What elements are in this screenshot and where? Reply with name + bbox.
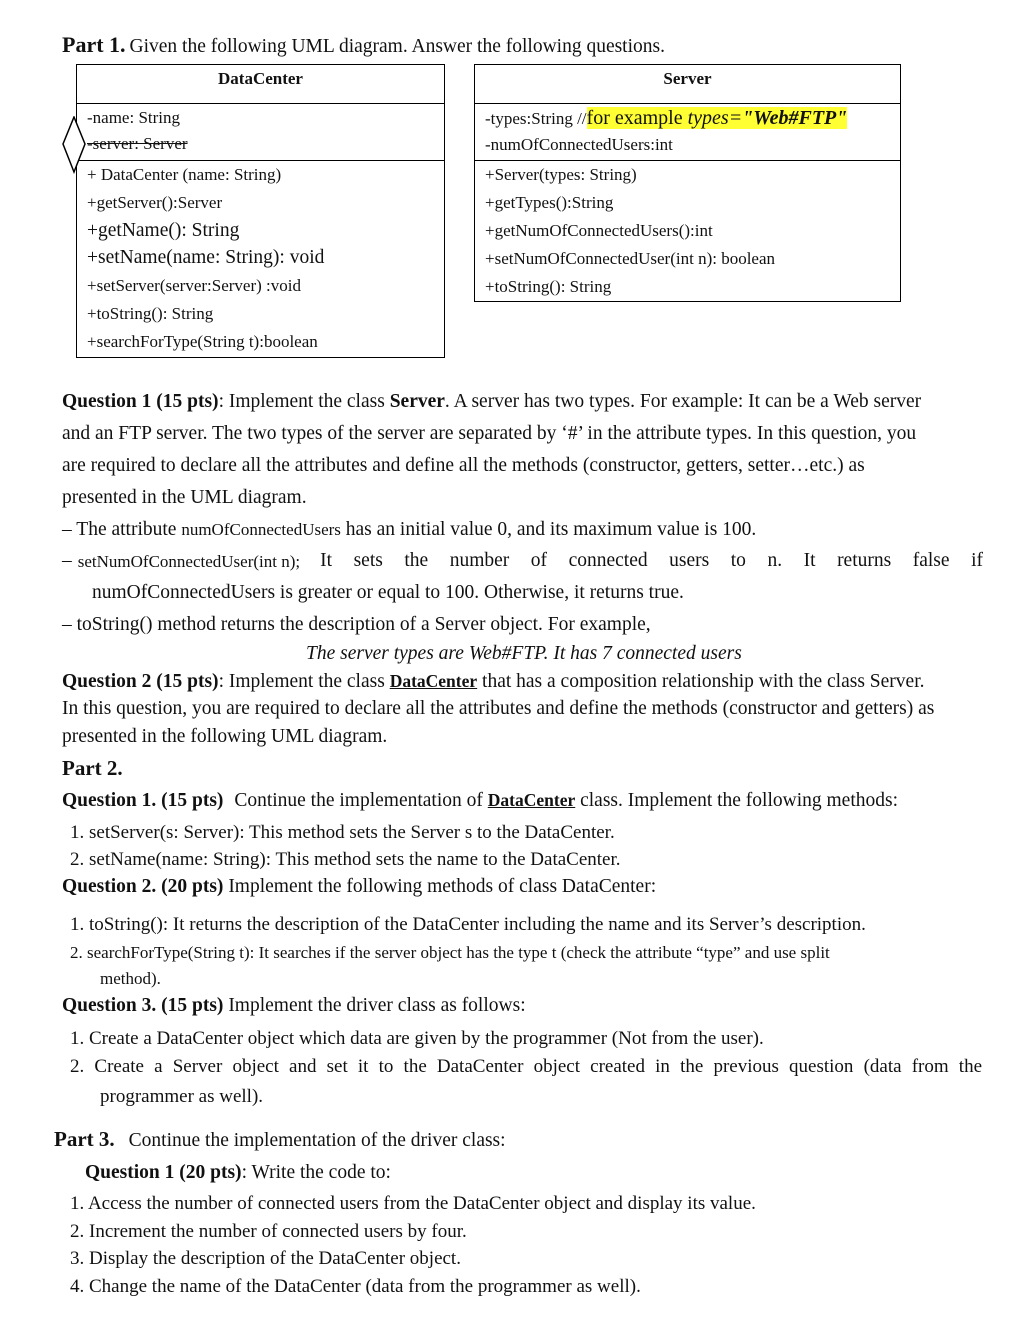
highlight-italic: types= (687, 107, 743, 129)
p2-q2-item: 2. searchForType(String t): It searches if the server object has the type t (check the attribute “type” and use split (70, 943, 830, 962)
q1-line2: and an FTP server. The two types of the server are separated by ‘#’ in the attribute types. In this question, you (62, 423, 917, 444)
p2-q1-class-name: DataCenter (487, 790, 576, 810)
uml-method: +Server(types: String) (485, 165, 637, 184)
q1-class-name: Server (389, 391, 445, 412)
uml-datacenter-class (76, 64, 445, 358)
p3-item: 3. Display the description of the DataCenter object. (70, 1248, 461, 1269)
bullet-text: has an initial value 0, and its maximum value is 100. (340, 519, 757, 540)
p2-q3-text: Implement the driver class as follows: (223, 995, 526, 1016)
bullet-dash: – (62, 550, 72, 571)
uml-attr-connected-users: -numOfConnectedUsers:int (485, 135, 673, 154)
p2-q3-item: 1. Create a DataCenter object which data are given by the programmer (Not from the user). (70, 1028, 764, 1049)
uml-server-class (474, 64, 901, 302)
part3-intro: Continue the implementation of the driver class: (128, 1130, 506, 1151)
uml-method: +getNumOfConnectedUsers():int (485, 221, 713, 240)
uml-datacenter-attributes (77, 104, 444, 161)
uml-method: +getTypes():String (485, 193, 614, 212)
p2-q3-line (62, 995, 526, 1017)
p2-q2-label: Question 2. (20 pts) (62, 876, 224, 897)
q2-text: that has a composition relationship with the class Server. (477, 671, 925, 692)
p2-q2-item-cont: method). (100, 969, 161, 988)
p2-q1-text: Continue the implementation of (234, 790, 488, 811)
q1-example: The server types are Web#FTP. It has 7 connected users (306, 643, 742, 664)
part1-heading (62, 32, 665, 58)
q2-class-name: DataCenter (389, 671, 478, 691)
attr-types-prefix: -types:String // (485, 109, 587, 128)
q1-line4: presented in the UML diagram. (62, 487, 307, 508)
q1-label: Question 1 (15 pts) (62, 391, 219, 412)
highlight-bold: "Web#FTP" (742, 107, 848, 129)
p2-q3-item-cont: programmer as well). (100, 1086, 264, 1107)
bullet-dash: – (62, 614, 72, 635)
bullet-text: The attribute (76, 519, 182, 540)
part2-title: Part 2. (62, 756, 123, 780)
uml-method: + DataCenter (name: String) (87, 165, 282, 184)
part1-intro: Given the following UML diagram. Answer the following questions. (129, 36, 665, 57)
p2-q1-line (62, 790, 898, 812)
p3-q1-label: Question 1 (20 pts) (85, 1162, 242, 1183)
uml-method: +getServer():Server (87, 193, 223, 212)
p3-q1-text: : Write the code to: (241, 1162, 391, 1183)
p2-q2-item: 1. toString(): It returns the description of the DataCenter including the name and its Server’s description. (70, 914, 866, 935)
uml-method: +getName(): String (87, 220, 240, 241)
uml-server-name: Server (475, 65, 900, 104)
p3-q1-line (85, 1162, 391, 1184)
p2-q2-line (62, 876, 656, 898)
bullet-text: toString() method returns the description of a Server object. For example, (76, 614, 651, 635)
q2-label: Question 2 (15 pts) (62, 671, 219, 692)
bullet-code: setNumOfConnectedUser(int n); (77, 552, 301, 571)
part3-title: Part 3. (54, 1127, 115, 1151)
q1-bullet2-cont: numOfConnectedUsers is greater or equal to 100. Otherwise, it returns true. (92, 582, 684, 603)
q2-line1 (62, 671, 925, 693)
uml-method: +searchForType(String t):boolean (87, 332, 318, 351)
highlight-plain: for example (586, 107, 688, 129)
q1-text: : Implement the class (218, 391, 390, 412)
uml-method: +setName(name: String): void (87, 247, 325, 268)
q1-line3: are required to declare all the attributes and define all the methods (constructor, getters, setter…etc.) as (62, 455, 865, 476)
q2-line3: presented in the following UML diagram. (62, 726, 388, 747)
bullet-dash: – (62, 519, 72, 540)
part3-heading (54, 1127, 506, 1152)
part1-title: Part 1. (62, 32, 126, 57)
q1-bullet1 (62, 519, 756, 541)
uml-attr-types (485, 107, 847, 130)
uml-method: +setNumOfConnectedUser(int n): boolean (485, 249, 776, 268)
q1-bullet2 (62, 550, 983, 572)
composition-diamond-icon (62, 116, 90, 174)
q2-line2: In this question, you are required to declare all the attributes and define the methods (constructor and getters) as (62, 698, 935, 719)
uml-method: +toString(): String (87, 304, 214, 323)
bullet-code: numOfConnectedUsers (181, 520, 341, 539)
p2-q1-item: 2. setName(name: String): This method sets the name to the DataCenter. (70, 849, 621, 870)
p3-item: 2. Increment the number of connected users by four. (70, 1221, 467, 1242)
p2-q3-item: 2. Create a Server object and set it to the DataCenter object created in the previous question (data from the (70, 1056, 982, 1077)
p2-q1-text: class. Implement the following methods: (575, 790, 899, 811)
q2-text: : Implement the class (218, 671, 390, 692)
uml-attr-name: -name: String (87, 108, 181, 127)
uml-method: +toString(): String (485, 277, 612, 296)
p3-item: 4. Change the name of the DataCenter (data from the programmer as well). (70, 1276, 641, 1297)
highlight-example (587, 107, 848, 129)
uml-attr-server: -server: Server (87, 134, 188, 153)
q1-line1 (62, 391, 921, 413)
p3-item: 1. Access the number of connected users from the DataCenter object and display its value. (70, 1193, 756, 1214)
uml-method: +setServer(server:Server) :void (87, 276, 301, 295)
p2-q1-item: 1. setServer(s: Server): This method sets the Server s to the DataCenter. (70, 822, 615, 843)
bullet-text: It sets the number of connected users to n. It returns false if (320, 550, 983, 571)
p2-q2-text: Implement the following methods of class DataCenter: (223, 876, 657, 897)
uml-server-attributes (475, 104, 900, 161)
q1-text: . A server has two types. For example: It can be a Web server (444, 391, 922, 412)
uml-datacenter-name: DataCenter (77, 65, 444, 104)
p2-q3-label: Question 3. (15 pts) (62, 995, 224, 1016)
q1-bullet3 (62, 614, 651, 636)
p2-q1-label: Question 1. (15 pts) (62, 790, 224, 811)
